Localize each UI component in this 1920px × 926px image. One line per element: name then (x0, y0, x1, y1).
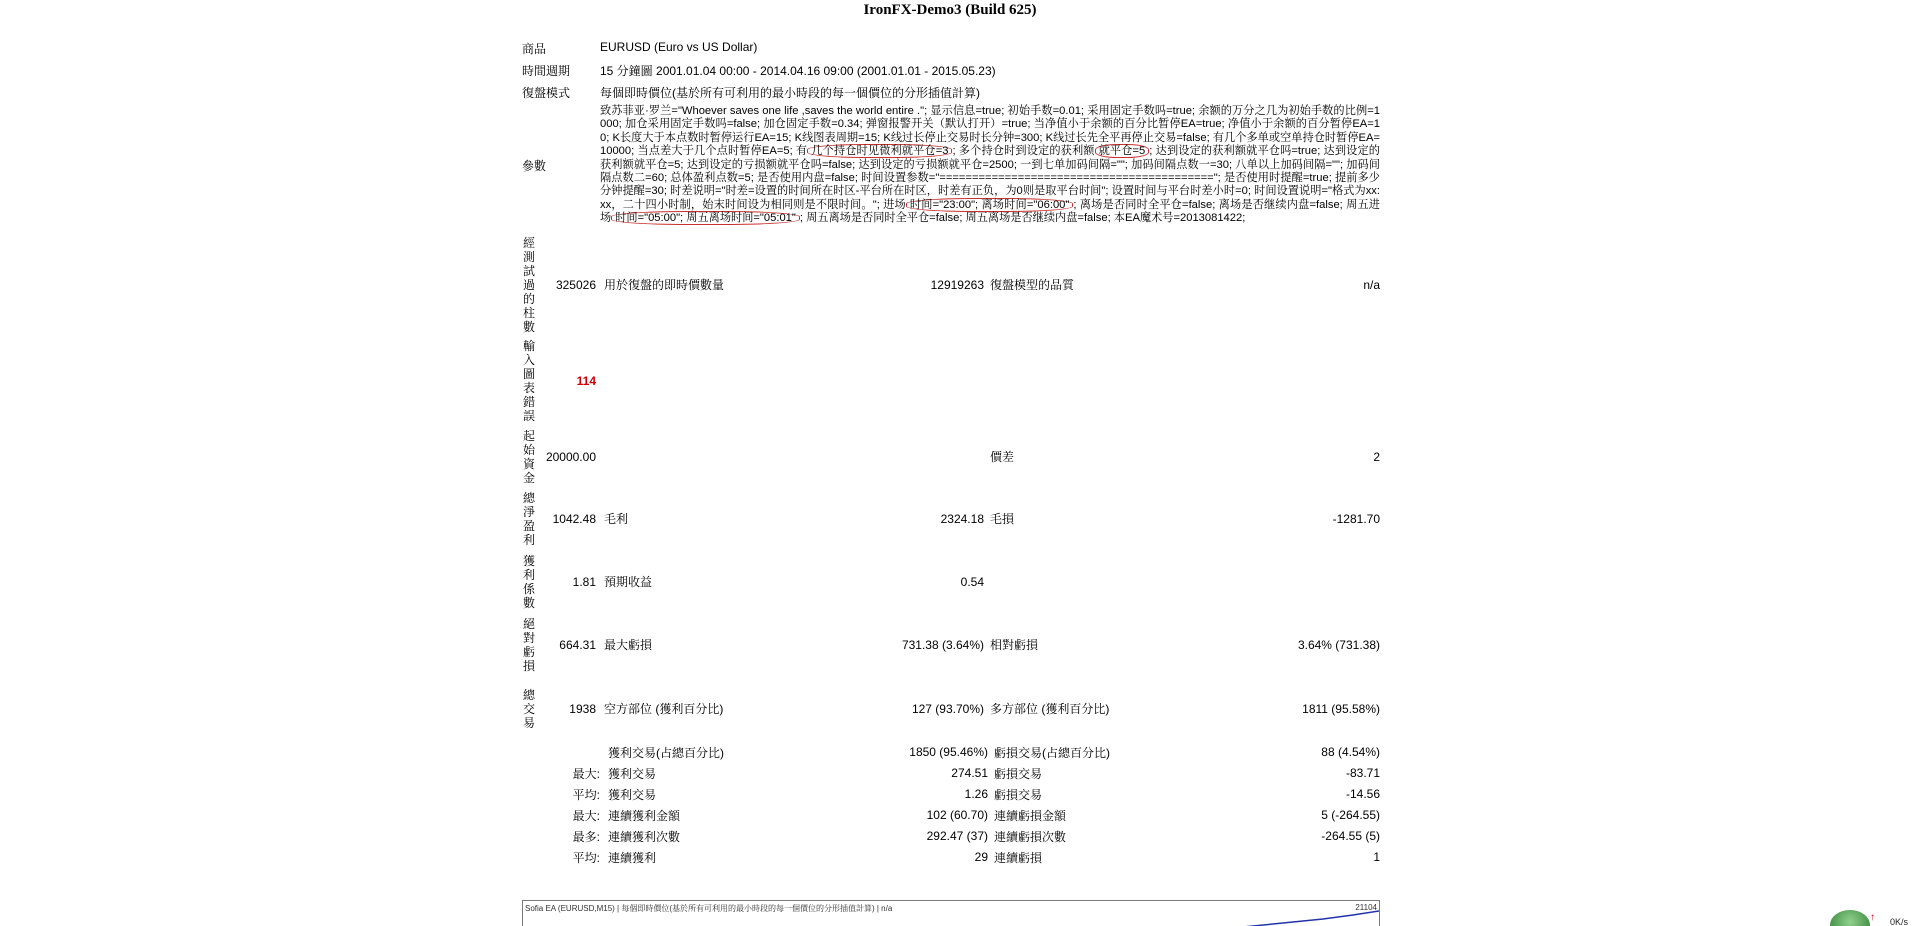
short-label: 空方部位 (獲利百分比) (604, 702, 724, 717)
stats-row-bars (522, 234, 1380, 336)
status-speed: 0K/s (1890, 917, 1909, 926)
long-value: 1811 (95.58%) (1302, 701, 1380, 716)
detail-row (522, 784, 1380, 805)
params-text-1: 致苏菲亚·罗兰="Whoever saves one life ,saves the world entire ."; 显示信息=true; 初始手数=0.01; 采用固定手数吗=true; 余额的万分之几为初始手数的比例=1000; 加仓采用固定手数吗=false; 加仓固定手数=0.34; 弹窗报警开关（默认打开）=true; 当净值小于余额的百分比暂停EA=true; 净值小于余额的百分暂停EA=10; K长度大于本点数时暂停运行EA=15; K线图表周期=15; K线过长停止交易时长分钟=300; K线过长先全平再停止交易=false; 有几个多单或空单持仓时暂停EA=10000; 当点差大于几个点时暂停EA=5; 有 (600, 105, 1380, 158)
detail-row (522, 826, 1380, 847)
params-label: 參數 (522, 158, 547, 173)
ticks-value: 12919263 (930, 277, 984, 292)
params-row (522, 105, 1380, 226)
detail-label-a: 獲利交易 (608, 766, 657, 781)
detail-value-b: -264.55 (5) (1321, 829, 1380, 844)
dd-value: 664.31 (559, 637, 596, 652)
equity-line-svg (523, 901, 1379, 926)
pf-value: 1.81 (572, 574, 596, 589)
detail-row (522, 847, 1380, 868)
grossprofit-value: 2324.18 (940, 511, 984, 526)
payoff-label: 預期收益 (604, 575, 653, 590)
report-body (522, 40, 1380, 868)
maxdd-value: 731.38 (3.64%) (901, 637, 984, 652)
params-text-4: ; 离场是否同时全平仓=false; 离场是否继续内盘=false; 周五进场 (600, 198, 1380, 225)
netprofit-value: 1042.48 (552, 511, 596, 526)
period-value: 15 分鐘圖 2001.01.04 00:00 - 2014.04.16 09:00 (2001.01.01 - 2015.05.23) (600, 64, 996, 78)
model-row (522, 84, 1380, 101)
params-text-3: ; 达到设定的获利额就平仓吗=true; 达到设定的获利额就平仓=5; 达到设定的亏损额就平仓吗=false; 达到设定的亏损额就平仓=2500; 一到七单加码间隔=""; 加码间隔点数一=30; 八单以上加码间隔=""; 加码间隔点数二=60; 总体盈利点数=5; 是否使用内盘=false; 时间设置参数="=========================================="; 是否使用时提醒=true; 提前多少分钟提醒=30; 时差说明="时差=设置的时间所在时区-平台所在时区，时差有正负，为0则是取平台时间"; 设置时间与平台时差小时=0; 时间设置说明="格式为xx:xx，二十四小时制，始末时间设为相同则是不限时间。"; 进场 (600, 145, 1380, 211)
detail-value-a: 1.26 (964, 787, 988, 802)
detail-value-b: -83.71 (1345, 766, 1380, 781)
bars-value: 325026 (555, 277, 596, 292)
stats-row-dd (522, 614, 1380, 676)
grossloss-label: 毛損 (990, 512, 1015, 527)
symbol-value: EURUSD (Euro vs US Dollar) (600, 40, 758, 54)
dd-label: 絕對虧損 (522, 616, 535, 673)
chart-caption: Sofia EA (EURUSD,M15) | 每個即時價位(基於所有可利用的最小時段的每一個價位的分形插值計算) | n/a (525, 904, 893, 913)
deposit-label: 起始資金 (522, 428, 535, 485)
pf-label: 獲利係數 (522, 553, 535, 610)
detail-value-b: 88 (4.54%) (1321, 745, 1380, 760)
detail-row (522, 805, 1380, 826)
maxdd-label: 最大虧損 (604, 638, 653, 653)
detail-value-a: 29 (974, 850, 988, 865)
detail-value-b: 1 (1373, 850, 1380, 865)
params-text-5: ; 周五离场是否同时全平仓=false; 周五离场是否继续内盘=false; 本EA魔术号=2013081422; (799, 212, 1246, 225)
grossprofit-label: 毛利 (604, 512, 629, 527)
detail-label-b: 連續虧損金額 (994, 808, 1067, 823)
upload-arrow-icon: ↑ (1870, 912, 1875, 923)
detail-prefix: 平均: (572, 787, 600, 802)
quality-value: n/a (1363, 277, 1380, 292)
stats-row-errors (522, 336, 1380, 426)
spread-label: 價差 (990, 450, 1015, 465)
errors-label: 輸入圖表錯誤 (522, 338, 535, 423)
deposit-value: 20000.00 (545, 449, 596, 464)
detail-value-b: -14.56 (1345, 787, 1380, 802)
equity-line (1243, 911, 1379, 926)
detail-prefix: 最大: (572, 766, 600, 781)
grossloss-value: -1281.70 (1332, 511, 1380, 526)
params-mark-2: 就平仓=5 (1095, 144, 1150, 158)
params-value (600, 105, 1380, 226)
detail-value-b: 5 (-264.55) (1321, 808, 1380, 823)
params-mark-4: 时间="05:00"; 周五离场时间="05:01" (611, 211, 800, 225)
trades-label: 總交易 (522, 687, 535, 730)
short-value: 127 (93.70%) (911, 701, 984, 716)
quality-label: 復盤模型的品質 (990, 278, 1075, 293)
equity-chart (522, 900, 1380, 926)
detail-label-a: 連續獲利次數 (608, 829, 681, 844)
errors-value: 114 (576, 373, 596, 388)
reldd-value: 3.64% (731.38) (1297, 637, 1380, 652)
stats-row-deposit (522, 426, 1380, 488)
model-label: 復盤模式 (522, 86, 571, 100)
period-label: 時間週期 (522, 64, 571, 78)
detail-value-a: 274.51 (951, 766, 988, 781)
long-label: 多方部位 (獲利百分比) (990, 702, 1110, 717)
stats-row-pf (522, 550, 1380, 614)
reldd-label: 相對虧損 (990, 638, 1039, 653)
params-text-2: ; 多个持仓时到设定的获利额 (952, 145, 1095, 158)
detail-label-b: 虧損交易(占總百分比) (994, 745, 1110, 760)
detail-label-a: 連續獲利 (608, 850, 657, 865)
symbol-label: 商品 (522, 42, 547, 56)
trades-value: 1938 (569, 701, 596, 716)
ticks-label: 用於復盤的即時價數量 (604, 278, 725, 293)
detail-prefix: 最多: (572, 829, 600, 844)
detail-value-a: 292.47 (37) (926, 829, 988, 844)
chart-max-label: 21104 (1355, 903, 1377, 912)
detail-label-b: 連續虧損次數 (994, 829, 1067, 844)
stats-row-trades (522, 676, 1380, 742)
bars-label: 經測試過的柱數 (522, 235, 535, 334)
detail-value-a: 102 (60.70) (926, 808, 988, 823)
detail-prefix: 最大: (572, 808, 600, 823)
detail-row (522, 742, 1380, 763)
detail-label-a: 獲利交易(占總百分比) (608, 745, 724, 760)
netprofit-label: 總淨盈利 (522, 490, 535, 547)
spread-value: 2 (1373, 449, 1380, 464)
params-mark-1: 几个持仓时见微利就平仓=3 (807, 144, 952, 158)
detail-label-b: 虧損交易 (994, 787, 1043, 802)
stats-row-netprofit (522, 488, 1380, 550)
period-row (522, 62, 1380, 79)
status-indicator-icon (1830, 910, 1870, 926)
detail-label-b: 虧損交易 (994, 766, 1043, 781)
detail-label-b: 連續虧損 (994, 850, 1043, 865)
payoff-value: 0.54 (960, 574, 984, 589)
stats-table (522, 234, 1380, 868)
detail-label-a: 連續獲利金額 (608, 808, 681, 823)
detail-row (522, 763, 1380, 784)
report-title: IronFX-Demo3 (Build 625) (863, 2, 1037, 18)
detail-prefix: 平均: (572, 850, 600, 865)
params-mark-3: 时间="23:00"; 离场时间="06:00" (906, 198, 1074, 212)
symbol-row (522, 40, 1380, 57)
model-value: 每個即時價位(基於所有可利用的最小時段的每一個價位的分形插值計算) (600, 86, 980, 100)
detail-label-a: 獲利交易 (608, 787, 657, 802)
detail-value-a: 1850 (95.46%) (909, 745, 988, 760)
